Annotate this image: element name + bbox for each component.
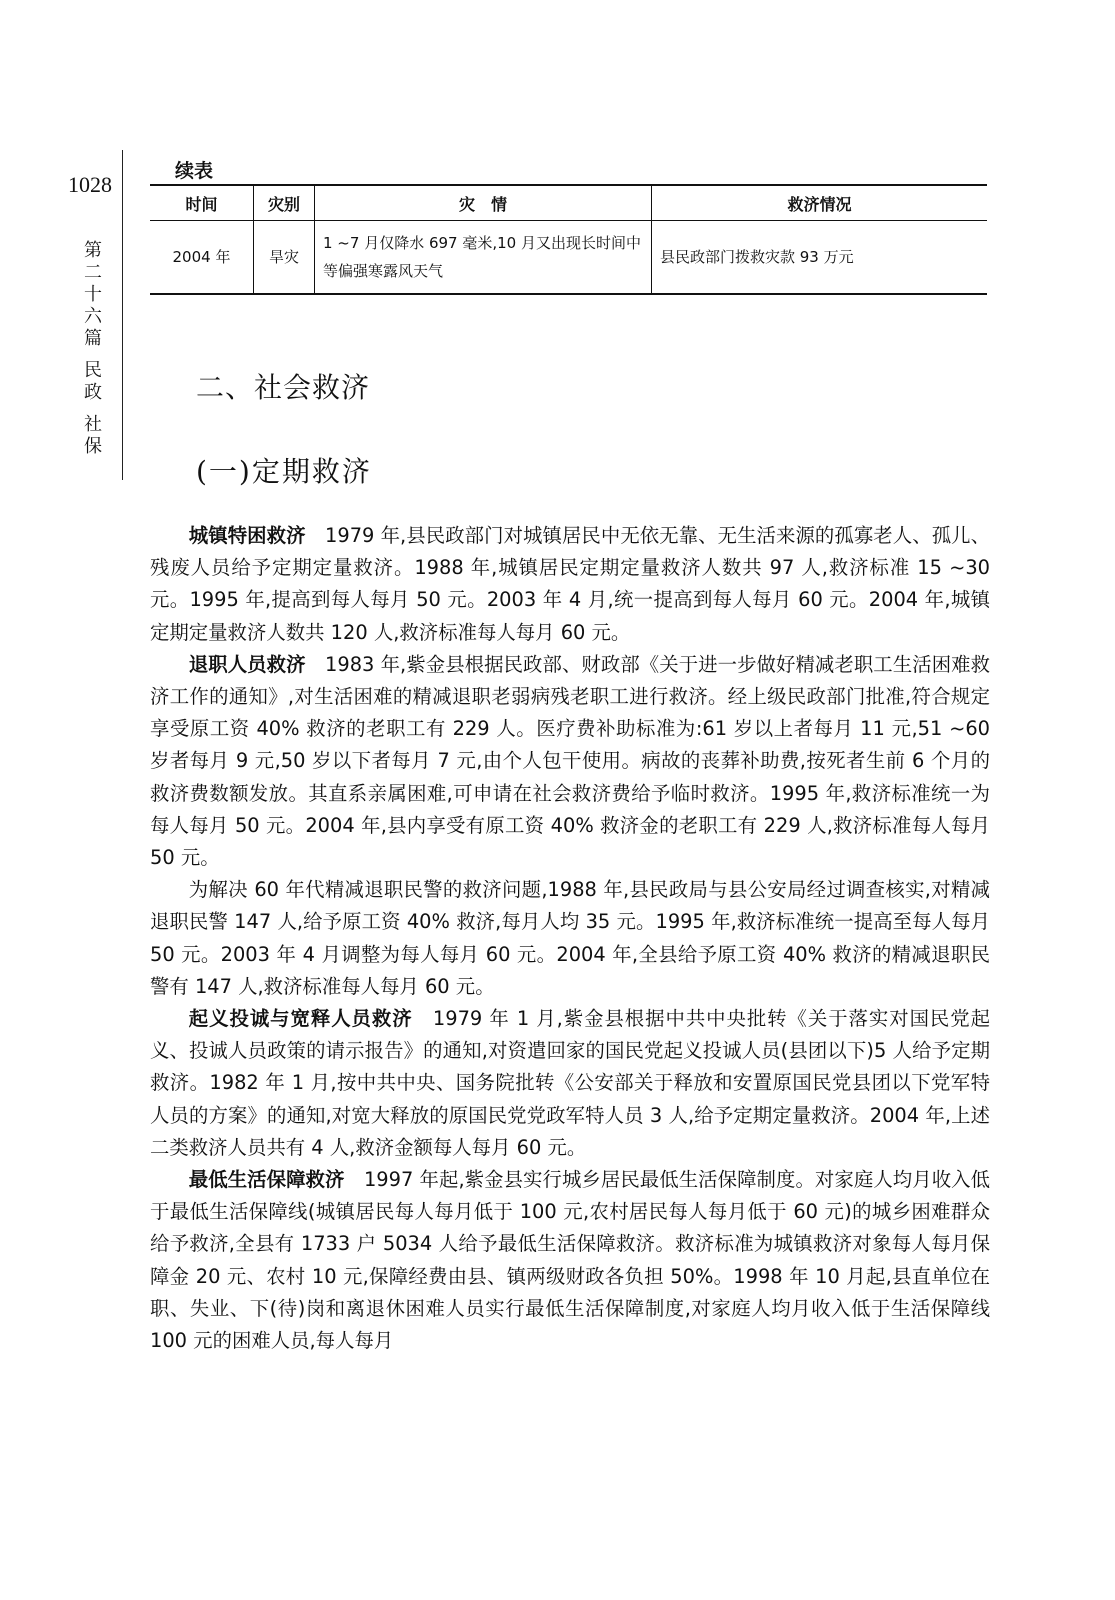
header-condition: 灾 情 [315,185,652,221]
paragraph-text: 为解决 60 年代精减退职民警的救济问题,1988 年,县民政局与县公安局经过调查核实,对精减退职民警 147 人,给予原工资 40% 救济,每月人均 35 元。1995 年,救济标准统一提高至每人每月 50 元。2003 年 4 月调整为每人每月 60 元。2004 年,全县给予原工资 40% 救济的精减退职民警有 147 人,救济标准每人每月 60 元。 [150,878,990,998]
section-heading: 二、社会救济 [196,371,371,404]
page-number: 1028 [68,172,112,197]
running-header-char: 政 [84,382,102,403]
disaster-table [150,184,987,295]
paragraph-text: 1979 年 1 月,紫金县根据中共中央批转《关于落实对国民党起义、投诚人员政策的请示报告》的通知,对资遣回家的国民党起义投诚人员(县团以下)5 人给予定期救济。1982 年 1 月,按中共中央、国务院批转《公安部关于释放和安置原国民党县团以下党军特人员的方案》的通知,对宽大释放的原国民党党政军特人员 3 人,给予定期定量救济。2004 年,上述二类救济人员共有 4 人,救济金额每人每月 60 元。 [150,1007,991,1159]
paragraph [150,1164,990,1357]
margin-rule [122,150,123,480]
cell-condition: 1 ~7 月仅降水 697 毫米,10 月又出现长时间中等偏强寒露风天气 [315,221,652,295]
paragraph-text: 1997 年起,紫金县实行城乡居民最低生活保障制度。对家庭人均月收入低于最低生活保障线(城镇居民每人每月低于 100 元,农村居民每人每月低于 60 元)的城乡困难群众给予救济,全县有 1733 户 5034 人给予最低生活保障救济。救济标准为城镇救济对象每人每月保障金 20 元、农村 10 元,保障经费由县、镇两级财政各负担 50%。1998 年 10 月起,县直单位在职、失业、下(待)岗和离退休困难人员实行最低生活保障制度,对家庭人均月收入低于生活保障线 100 元的困难人员,每人每月 [150,1168,991,1353]
header-relief: 救济情况 [652,185,988,221]
subsection-heading: (一)定期救济 [196,455,372,488]
paragraph-text: 1979 年,县民政部门对城镇居民中无依无靠、无生活来源的孤寡老人、孤儿、残废人员给予定期定量救济。1988 年,城镇居民定期定量救济人数共 97 人,救济标准 15 ~30 元。1995 年,提高到每人每月 50 元。2003 年 4 月,统一提高到每人每月 60 元。2004 年,城镇定期定量救济人数共 120 人,救济标准每人每月 60 元。 [150,524,990,644]
running-header-char: 十 [84,284,102,305]
paragraph-lead: 最低生活保障救济 [188,1168,345,1192]
paragraph [150,649,990,874]
header-type: 灾别 [254,185,315,221]
body-text [150,520,990,1357]
paragraph [150,520,990,649]
paragraph-lead: 城镇特困救济 [188,524,306,547]
paragraph [150,874,990,1003]
running-header-char: 第 [84,240,102,261]
table-header-row [150,185,987,221]
header-time: 时间 [150,185,254,221]
running-header-char: 保 [84,436,102,457]
paragraph-text: 1983 年,紫金县根据民政部、财政部《关于进一步做好精减老职工生活困难救济工作的通知》,对生活困难的精减退职老弱病残老职工进行救济。经上级民政部门批准,符合规定享受原工资 40% 救济的老职工有 229 人。医疗费补助标准为:61 岁以上者每月 11 元,51 ~60 岁者每月 9 元,50 岁以下者每月 7 元,由个人包干使用。病故的丧葬补助费,按死者生前 6 个月的救济费数额发放。其直系亲属困难,可申请在社会救济费给予临时救济。1995 年,救济标准统一为每人每月 50 元。2004 年,县内享受有原工资 40% 救济金的老职工有 229 人,救济标准每人每月 50 元。 [150,652,990,870]
paragraph-lead: 起义投诚与宽释人员救济 [188,1007,413,1031]
running-header [78,240,108,458]
cell-time: 2004 年 [150,221,254,295]
table-row [150,221,987,295]
paragraph-lead: 退职人员救济 [188,652,306,676]
paragraph [150,1003,990,1164]
running-header-char: 社 [84,414,102,435]
running-header-char: 民 [84,360,102,381]
running-header-char: 二 [84,262,102,283]
cell-relief: 县民政部门拨救灾款 93 万元 [652,221,988,295]
table-continued-label: 续表 [175,160,214,182]
running-header-char: 篇 [84,328,102,349]
running-header-char: 六 [84,306,102,327]
cell-type: 旱灾 [254,221,315,295]
